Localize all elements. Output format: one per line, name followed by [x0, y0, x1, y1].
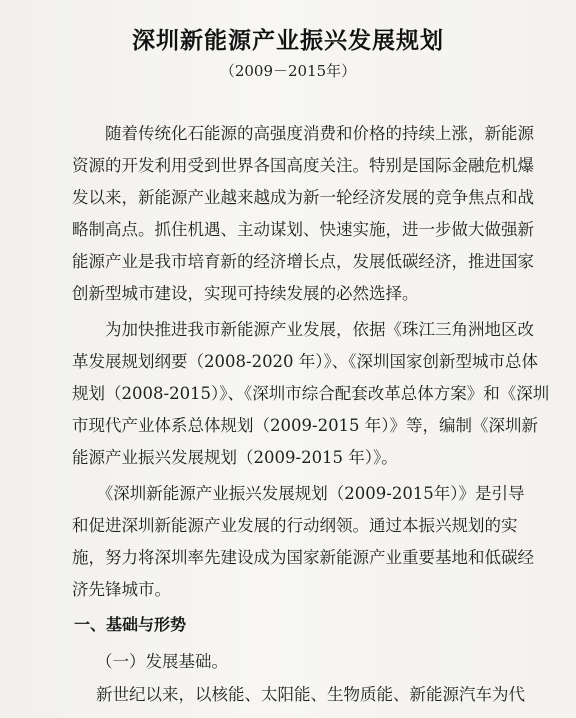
- paragraph-line: 施，努力将深圳率先建设成为国家新能源产业重要基地和低碳经: [72, 548, 534, 567]
- section-heading: 一、基础与形势: [74, 615, 187, 634]
- paragraph-line: 能源产业是我市培育新的经济增长点，发展低碳经济，推进国家: [72, 252, 534, 271]
- paragraph-line: 为加快推进我市新能源产业发展，依据《珠江三角洲地区改: [72, 320, 534, 339]
- paragraph-line: 发以来，新能源产业越来越成为新一轮经济发展的竞争焦点和战: [72, 188, 534, 207]
- paragraph-line: 规划（2008-2015）》、《深圳市综合配套改革总体方案》和《深圳: [72, 384, 550, 403]
- paragraph-purpose: [72, 478, 542, 606]
- paragraph-line: 创新型城市建设，实现可持续发展的必然选择。: [72, 284, 419, 303]
- paragraph-line: 济先锋城市。: [72, 580, 171, 599]
- document-subtitle: （2009－2015年）: [219, 62, 357, 80]
- paragraph-line: 资源的开发利用受到世界各国高度关注。特别是国际金融危机爆: [72, 156, 534, 175]
- paragraph-line: 略制高点。抓住机遇、主动谋划、快速实施，进一步做大做强新: [72, 220, 534, 239]
- paragraph-line: 《深圳新能源产业振兴发展规划（2009-2015年）》是引导: [72, 484, 525, 503]
- paragraph-line: 随着传统化石能源的高强度消费和价格的持续上涨，新能源: [72, 124, 534, 143]
- paragraph-line: 和促进深圳新能源产业发展的行动纲领。通过本振兴规划的实: [72, 516, 518, 535]
- paragraph-line: 能源产业振兴发展规划（2009-2015 年）》。: [72, 448, 398, 467]
- paragraph-development: 新世纪以来，以核能、太阳能、生物质能、新能源汽车为代: [96, 685, 525, 704]
- paragraph-line: 革发展规划纲要（2008-2020 年）》、《深圳国家创新型城市总体: [72, 352, 539, 371]
- document-title: 深圳新能源产业振兴发展规划: [132, 28, 444, 54]
- subsection-heading: （一）发展基础。: [96, 652, 228, 671]
- paragraph-intro: [72, 118, 542, 310]
- paragraph-basis: [72, 314, 550, 474]
- paragraph-line: 市现代产业体系总体规划（2009-2015 年）》等，编制《深圳新: [72, 416, 539, 435]
